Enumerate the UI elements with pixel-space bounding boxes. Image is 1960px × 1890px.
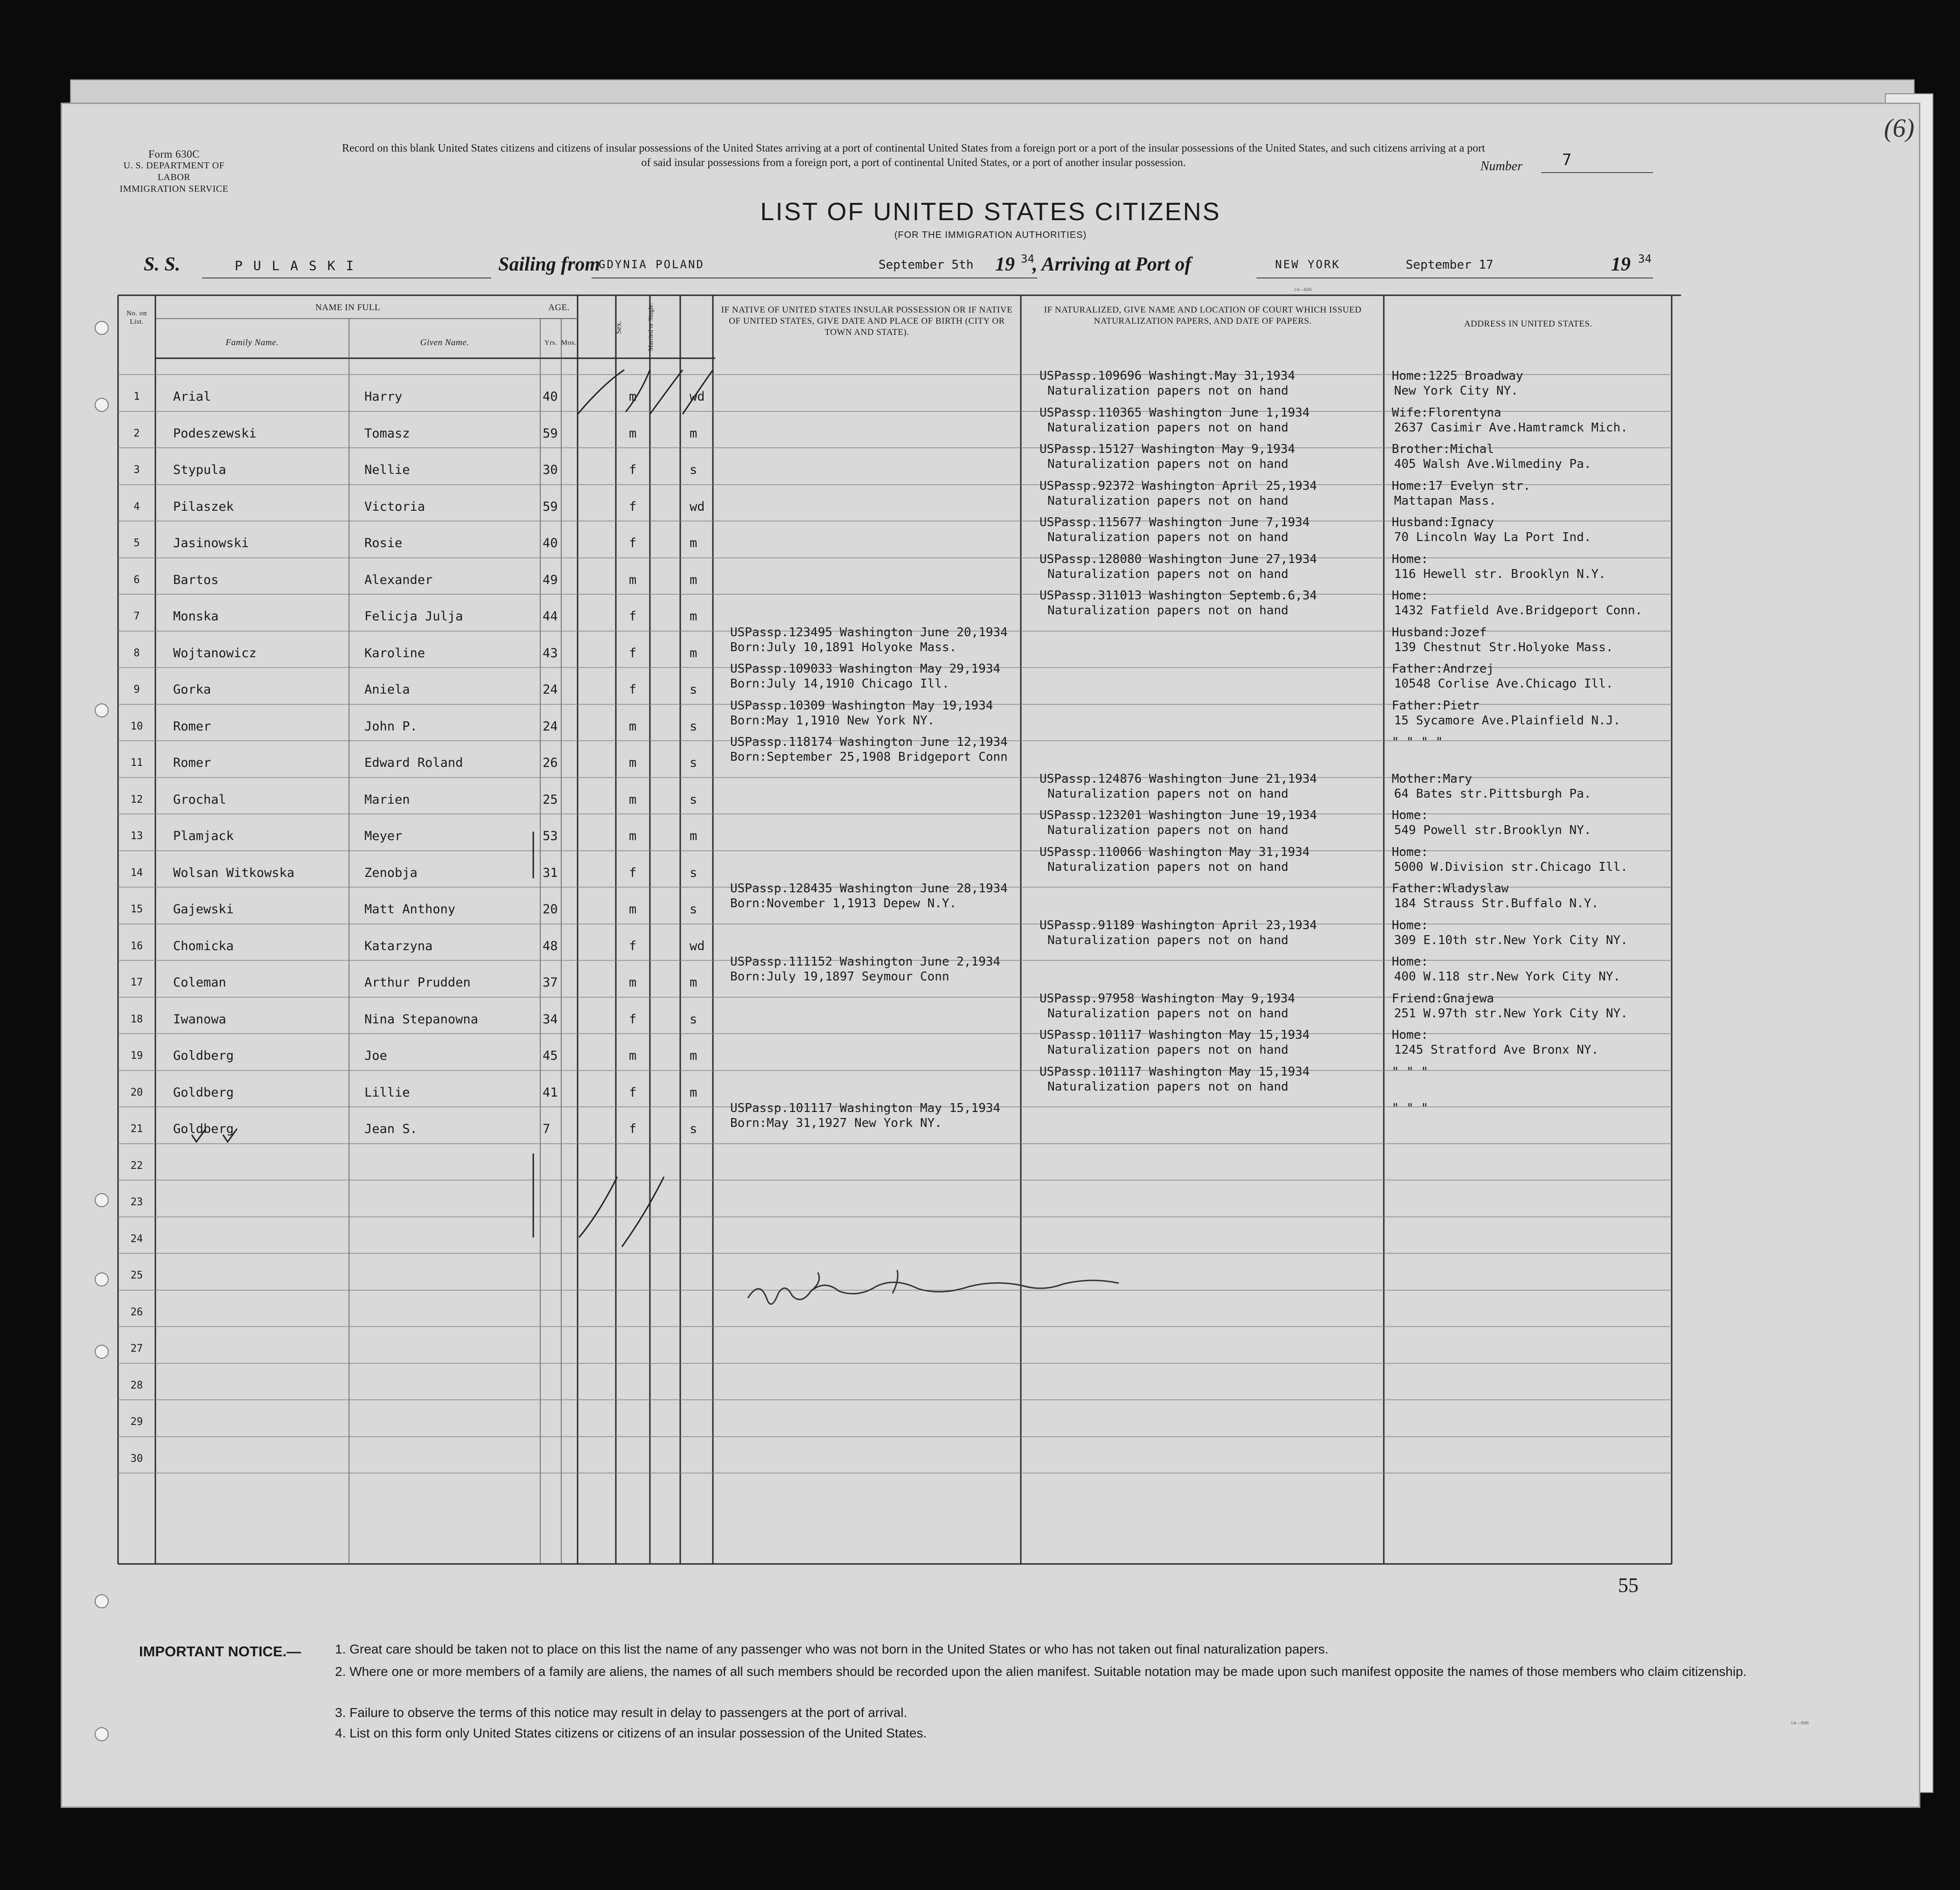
naturalization-passport: USPassp.109696 Washingt.May 31,1934 — [1039, 369, 1295, 383]
row-number: 18 — [130, 1014, 143, 1025]
binder-hole — [95, 1594, 109, 1608]
given-name: Victoria — [364, 499, 425, 514]
address-contact: Father:Pietr — [1392, 698, 1479, 713]
arriving-label: , Arriving at Port of — [1032, 254, 1192, 275]
given-name: John P. — [364, 719, 418, 734]
department-name: U. S. DEPARTMENT OF LABOR — [123, 160, 225, 182]
row-number: 26 — [130, 1306, 143, 1318]
marital-status: m — [690, 572, 698, 587]
row-number: 16 — [130, 940, 143, 952]
print-code-bottom: 14—606 — [1791, 1720, 1809, 1726]
binder-hole — [95, 398, 109, 412]
row-number: 28 — [130, 1380, 143, 1391]
marital-status: s — [690, 463, 698, 477]
naturalization-papers: Naturalization papers not on hand — [1047, 420, 1289, 435]
marital-status: m — [690, 1049, 698, 1063]
address-street: 184 Strauss Str.Buffalo N.Y. — [1394, 896, 1599, 910]
marital-status: wd — [690, 389, 705, 404]
address-contact: Husband:Jozef — [1392, 625, 1487, 639]
naturalization-passport: USPassp.101117 Washington May 15,1934 — [1039, 1028, 1310, 1042]
header-given-name: Given Name. — [420, 338, 469, 347]
age-years: 45 — [543, 1049, 558, 1063]
marital-status: s — [690, 719, 698, 734]
given-name: Joe — [364, 1049, 387, 1063]
address-street: 549 Powell str.Brooklyn NY. — [1394, 823, 1591, 837]
marital-status: wd — [690, 938, 705, 953]
marital-status: s — [690, 1122, 698, 1136]
row-number: 7 — [133, 611, 140, 622]
family-name: Arial — [173, 389, 211, 404]
naturalization-passport: USPassp.97958 Washington May 9,1934 — [1039, 991, 1295, 1006]
family-name: Goldberg — [173, 1122, 234, 1136]
age-years: 37 — [543, 975, 558, 990]
form-number: Form 630C — [148, 148, 200, 160]
naturalization-passport: USPassp.15127 Washington May 9,1934 — [1039, 442, 1295, 456]
binder-hole — [95, 1193, 109, 1207]
naturalization-papers: Naturalization papers not on hand — [1047, 786, 1289, 801]
header-native-birth: IF NATIVE OF UNITED STATES INSULAR POSSESSION OR IF NATIVE OF UNITED STATES, GIVE DATE AND PLACE OF BIRTH (CITY OR TOWN AND STATE). — [721, 305, 1013, 337]
sex: m — [629, 975, 637, 990]
row-number: 10 — [130, 721, 143, 732]
naturalization-papers: Naturalization papers not on hand — [1047, 933, 1289, 947]
sex: m — [629, 719, 637, 734]
row-number: 4 — [133, 501, 140, 513]
marital-status: s — [690, 865, 698, 880]
naturalization-passport: USPassp.101117 Washington May 15,1934 — [1039, 1064, 1310, 1079]
header-address: ADDRESS IN UNITED STATES. — [1464, 319, 1592, 329]
naturalization-papers: Naturalization papers not on hand — [1047, 384, 1289, 398]
row-number: 22 — [130, 1160, 143, 1172]
address-street: 251 W.97th str.New York City NY. — [1394, 1006, 1628, 1021]
family-name: Goldberg — [173, 1049, 234, 1063]
arrival-year-prefix: 19 — [1611, 254, 1631, 275]
marital-status: s — [690, 792, 698, 807]
age-years: 41 — [543, 1085, 558, 1100]
marital-status: m — [690, 829, 698, 843]
sex: m — [629, 1049, 637, 1063]
row-number: 9 — [133, 684, 140, 695]
sex: m — [629, 389, 637, 404]
address-contact: Home:17 Evelyn str. — [1392, 479, 1531, 493]
family-name: Chomicka — [173, 938, 234, 953]
native-passport: USPassp.128435 Washington June 28,1934 — [730, 882, 1008, 896]
family-name: Jasinowski — [173, 536, 249, 550]
age-years: 40 — [543, 536, 558, 550]
naturalization-passport: USPassp.123201 Washington June 19,1934 — [1039, 808, 1317, 822]
address-street: 139 Chestnut Str.Holyoke Mass. — [1394, 640, 1613, 654]
sex: f — [629, 646, 637, 660]
family-name: Pilaszek — [173, 499, 234, 514]
address-street: 400 W.118 str.New York City NY. — [1394, 970, 1621, 984]
header-name-in-full: NAME IN FULL — [315, 303, 380, 313]
address-street: 64 Bates str.Pittsburgh Pa. — [1394, 786, 1591, 801]
age-years: 24 — [543, 682, 558, 697]
row-number: 20 — [130, 1087, 143, 1098]
header-sex: Sex. — [615, 321, 623, 334]
address-street: 1432 Fatfield Ave.Bridgeport Conn. — [1394, 604, 1643, 618]
address-contact: Home: — [1392, 1028, 1429, 1042]
naturalization-passport: USPassp.91189 Washington April 23,1934 — [1039, 918, 1317, 932]
age-years: 26 — [543, 756, 558, 770]
family-name: Podeszewski — [173, 426, 257, 441]
family-name: Romer — [173, 719, 211, 734]
address-street: 309 E.10th str.New York City NY. — [1394, 933, 1628, 947]
given-name: Karoline — [364, 646, 425, 660]
native-passport: USPassp.111152 Washington June 2,1934 — [730, 955, 1001, 969]
sex: f — [629, 463, 637, 477]
marital-status: s — [690, 902, 698, 917]
arrival-date: September 17 — [1406, 258, 1493, 272]
family-name: Coleman — [173, 975, 226, 990]
row-number: 8 — [133, 647, 140, 659]
age-years: 43 — [543, 646, 558, 660]
binder-hole — [95, 321, 109, 335]
row-number: 5 — [133, 537, 140, 549]
family-name: Wolsan Witkowska — [173, 865, 295, 880]
marital-status: s — [690, 1012, 698, 1027]
binder-hole — [95, 1272, 109, 1286]
address-street: 10548 Corlise Ave.Chicago Ill. — [1394, 677, 1613, 691]
given-name: Katarzyna — [364, 938, 433, 953]
row-number: 14 — [130, 867, 143, 879]
binder-hole — [95, 1727, 109, 1741]
family-name: Wojtanowicz — [173, 646, 257, 660]
print-code-top: 14—606 — [1294, 287, 1312, 292]
native-birth: Born:July 14,1910 Chicago Ill. — [730, 677, 949, 691]
document-title: LIST OF UNITED STATES CITIZENS — [760, 198, 1221, 226]
sex: f — [629, 1122, 637, 1136]
age-years: 48 — [543, 938, 558, 953]
row-number: 24 — [130, 1233, 143, 1245]
family-name: Grochal — [173, 792, 226, 807]
naturalization-papers: Naturalization papers not on hand — [1047, 1043, 1289, 1057]
sex: m — [629, 829, 637, 843]
age-years: 59 — [543, 426, 558, 441]
age-years: 49 — [543, 572, 558, 587]
address-street: 70 Lincoln Way La Port Ind. — [1394, 530, 1591, 544]
page-number: 55 — [1618, 1574, 1639, 1597]
native-birth: Born:May 1,1910 New York NY. — [730, 713, 935, 728]
sex: m — [629, 572, 637, 587]
marital-status: m — [690, 609, 698, 624]
naturalization-papers: Naturalization papers not on hand — [1047, 823, 1289, 837]
given-name: Nellie — [364, 463, 410, 477]
row-number: 27 — [130, 1343, 143, 1355]
age-years: 25 — [543, 792, 558, 807]
naturalization-passport: USPassp.110066 Washington May 31,1934 — [1039, 845, 1310, 859]
header-months: Mos. — [561, 339, 577, 347]
given-name: Alexander — [364, 572, 433, 587]
address-contact: Home: — [1392, 845, 1429, 859]
given-name: Felicja Julja — [364, 609, 463, 624]
age-years: 20 — [543, 902, 558, 917]
given-name: Jean S. — [364, 1122, 418, 1136]
address-street: 405 Walsh Ave.Wilmediny Pa. — [1394, 457, 1591, 471]
native-passport: USPassp.109033 Washington May 29,1934 — [730, 662, 1001, 676]
address-street: New York City NY. — [1394, 384, 1519, 398]
family-name: Monska — [173, 609, 219, 624]
given-name: Harry — [364, 389, 403, 404]
service-name: IMMIGRATION SERVICE — [119, 184, 229, 194]
address-street: Mattapan Mass. — [1394, 493, 1497, 508]
row-number: 1 — [133, 391, 140, 403]
binder-hole — [95, 1345, 109, 1359]
sex: f — [629, 609, 637, 624]
sex: f — [629, 682, 637, 697]
sex: f — [629, 865, 637, 880]
notice-item-2: 2. Where one or more members of a family are aliens, the names of all such members should be recorded upon the alien manifest. Suitable notation may be made upon such manifest opposite the names of those members who claim citizenship. — [335, 1664, 1747, 1679]
manifest-sheet — [61, 103, 1920, 1808]
address-contact: " " " — [1392, 1101, 1429, 1115]
marital-status: m — [690, 426, 698, 441]
naturalization-passport: USPassp.311013 Washington Septemb.6,34 — [1039, 589, 1317, 603]
document-subtitle: (FOR THE IMMIGRATION AUTHORITIES) — [894, 230, 1087, 240]
form-instructions: Record on this blank United States citizens and citizens of insular possessions of the United States arriving at a port of continental United States from a foreign port or a port of the insular possessions of the United States, and such citizens arriving at a port of said insular possessions from a foreign port, a port of continental United States, or a port of another insular possession. — [342, 142, 1486, 169]
given-name: Zenobja — [364, 865, 418, 880]
row-number: 13 — [130, 830, 143, 842]
row-number: 30 — [130, 1453, 143, 1465]
sex: m — [629, 756, 637, 770]
address-contact: Home:1225 Broadway — [1392, 369, 1523, 383]
marital-status: m — [690, 1085, 698, 1100]
naturalization-papers: Naturalization papers not on hand — [1047, 567, 1289, 581]
number-label: Number — [1480, 159, 1523, 174]
row-number: 19 — [130, 1050, 143, 1062]
ss-label: S. S. — [144, 254, 181, 275]
native-passport: USPassp.118174 Washington June 12,1934 — [730, 735, 1008, 749]
address-contact: Home: — [1392, 955, 1429, 969]
marital-status: wd — [690, 499, 705, 514]
port-of-departure: GDYNIA POLAND — [599, 258, 704, 271]
address-contact: Father:Wladyslaw — [1392, 882, 1509, 896]
address-contact: Friend:Gnajewa — [1392, 991, 1494, 1006]
given-name: Meyer — [364, 829, 403, 843]
sailing-year-prefix: 19 — [995, 254, 1015, 275]
margin-note: (6) — [1884, 114, 1915, 143]
given-name: Matt Anthony — [364, 902, 456, 917]
sailing-from-label: Sailing from — [498, 254, 600, 275]
address-contact: Home: — [1392, 918, 1429, 932]
given-name: Tomasz — [364, 426, 410, 441]
list-number: 7 — [1562, 151, 1572, 169]
age-years: 53 — [543, 829, 558, 843]
address-contact: Father:Andrzej — [1392, 662, 1494, 676]
given-name: Arthur Prudden — [364, 975, 471, 990]
address-contact: Wife:Florentyna — [1392, 405, 1501, 420]
row-number: 11 — [130, 757, 143, 769]
notice-item-3: 3. Failure to observe the terms of this notice may result in delay to passengers at the port of arrival. — [335, 1705, 907, 1720]
naturalization-papers: Naturalization papers not on hand — [1047, 1006, 1289, 1021]
family-name: Gajewski — [173, 902, 234, 917]
marital-status: s — [690, 756, 698, 770]
sex: f — [629, 536, 637, 550]
age-years: 34 — [543, 1012, 558, 1027]
family-name: Plamjack — [173, 829, 234, 843]
native-birth: Born:July 10,1891 Holyoke Mass. — [730, 640, 957, 654]
family-name: Goldberg — [173, 1085, 234, 1100]
given-name: Aniela — [364, 682, 410, 697]
marital-status: m — [690, 536, 698, 550]
header-marital-status: Married or Single. — [648, 303, 655, 351]
notice-item-4: 4. List on this form only United States citizens or citizens of an insular possession of the United States. — [335, 1726, 927, 1740]
port-of-arrival: NEW YORK — [1275, 258, 1340, 271]
native-passport: USPassp.10309 Washington May 19,1934 — [730, 698, 993, 713]
address-street: 116 Hewell str. Brooklyn N.Y. — [1394, 567, 1606, 581]
address-contact: Husband:Ignacy — [1392, 515, 1494, 529]
native-passport: USPassp.101117 Washington May 15,1934 — [730, 1101, 1001, 1115]
native-passport: USPassp.123495 Washington June 20,1934 — [730, 625, 1008, 639]
naturalization-passport: USPassp.110365 Washington June 1,1934 — [1039, 405, 1310, 420]
age-years: 59 — [543, 499, 558, 514]
naturalization-passport: USPassp.124876 Washington June 21,1934 — [1039, 771, 1317, 786]
native-birth: Born:September 25,1908 Bridgeport Conn — [730, 750, 1008, 764]
address-contact: " " " " — [1392, 735, 1443, 749]
age-years: 7 — [543, 1122, 551, 1136]
sailing-date: September 5th — [879, 258, 974, 272]
row-number: 17 — [130, 977, 143, 988]
arrival-year: 34 — [1638, 252, 1652, 265]
marital-status: m — [690, 646, 698, 660]
important-notice-heading: IMPORTANT NOTICE.— — [139, 1643, 301, 1660]
naturalization-papers: Naturalization papers not on hand — [1047, 604, 1289, 618]
naturalization-passport: USPassp.92372 Washington April 25,1934 — [1039, 479, 1317, 493]
address-street: 1245 Stratford Ave Bronx NY. — [1394, 1043, 1599, 1057]
ship-name: P U L A S K I — [235, 258, 356, 273]
address-contact: Home: — [1392, 552, 1429, 566]
naturalization-passport: USPassp.115677 Washington June 7,1934 — [1039, 515, 1310, 529]
age-years: 40 — [543, 389, 558, 404]
binder-hole — [95, 703, 109, 717]
family-name: Iwanowa — [173, 1012, 226, 1027]
row-number: 12 — [130, 794, 143, 806]
address-contact: Mother:Mary — [1392, 771, 1472, 786]
sex: f — [629, 938, 637, 953]
header-no-on-list: No. on List. — [126, 310, 147, 326]
family-name: Romer — [173, 756, 211, 770]
address-contact: Brother:Michal — [1392, 442, 1494, 456]
native-birth: Born:November 1,1913 Depew N.Y. — [730, 896, 957, 910]
header-age: AGE. — [548, 303, 570, 313]
header-years: Yrs. — [544, 339, 558, 347]
age-years: 44 — [543, 609, 558, 624]
naturalization-papers: Naturalization papers not on hand — [1047, 493, 1289, 508]
family-name: Gorka — [173, 682, 211, 697]
given-name: Marien — [364, 792, 410, 807]
given-name: Rosie — [364, 536, 403, 550]
naturalization-papers: Naturalization papers not on hand — [1047, 860, 1289, 874]
address-street: 2637 Casimir Ave.Hamtramck Mich. — [1394, 420, 1628, 435]
sailing-year: 34 — [1021, 252, 1034, 265]
naturalization-passport: USPassp.128080 Washington June 27,1934 — [1039, 552, 1317, 566]
address-street: 15 Sycamore Ave.Plainfield N.J. — [1394, 713, 1621, 728]
age-years: 30 — [543, 463, 558, 477]
family-name: Stypula — [173, 463, 226, 477]
native-birth: Born:July 19,1897 Seymour Conn — [730, 970, 949, 984]
row-number: 6 — [133, 574, 140, 586]
sex: f — [629, 1012, 637, 1027]
sex: f — [629, 1085, 637, 1100]
row-number: 2 — [133, 428, 140, 439]
naturalization-papers: Naturalization papers not on hand — [1047, 457, 1289, 471]
header-family-name: Family Name. — [225, 338, 279, 347]
given-name: Edward Roland — [364, 756, 463, 770]
row-number: 21 — [130, 1123, 143, 1135]
row-number: 29 — [130, 1416, 143, 1428]
given-name: Nina Stepanowna — [364, 1012, 478, 1027]
address-street: 5000 W.Division str.Chicago Ill. — [1394, 860, 1628, 874]
naturalization-papers: Naturalization papers not on hand — [1047, 530, 1289, 544]
native-birth: Born:May 31,1927 New York NY. — [730, 1116, 942, 1130]
marital-status: s — [690, 682, 698, 697]
sex: m — [629, 426, 637, 441]
age-years: 31 — [543, 865, 558, 880]
given-name: Lillie — [364, 1085, 410, 1100]
row-number: 25 — [130, 1270, 143, 1281]
naturalization-papers: Naturalization papers not on hand — [1047, 1079, 1289, 1094]
sex: m — [629, 792, 637, 807]
header-naturalized: IF NATURALIZED, GIVE NAME AND LOCATION OF COURT WHICH ISSUED NATURALIZATION PAPERS, AND DATE OF PAPERS. — [1044, 305, 1362, 326]
address-contact: Home: — [1392, 589, 1429, 603]
family-name: Bartos — [173, 572, 219, 587]
row-number: 23 — [130, 1196, 143, 1208]
row-number: 15 — [130, 903, 143, 915]
marital-status: m — [690, 975, 698, 990]
address-contact: Home: — [1392, 808, 1429, 822]
row-number: 3 — [133, 464, 140, 476]
age-years: 24 — [543, 719, 558, 734]
sex: m — [629, 902, 637, 917]
sex: f — [629, 499, 637, 514]
address-contact: " " " — [1392, 1064, 1429, 1079]
notice-item-1: 1. Great care should be taken not to place on this list the name of any passenger who was not born in the United States or who has not taken out final naturalization papers. — [335, 1642, 1329, 1656]
